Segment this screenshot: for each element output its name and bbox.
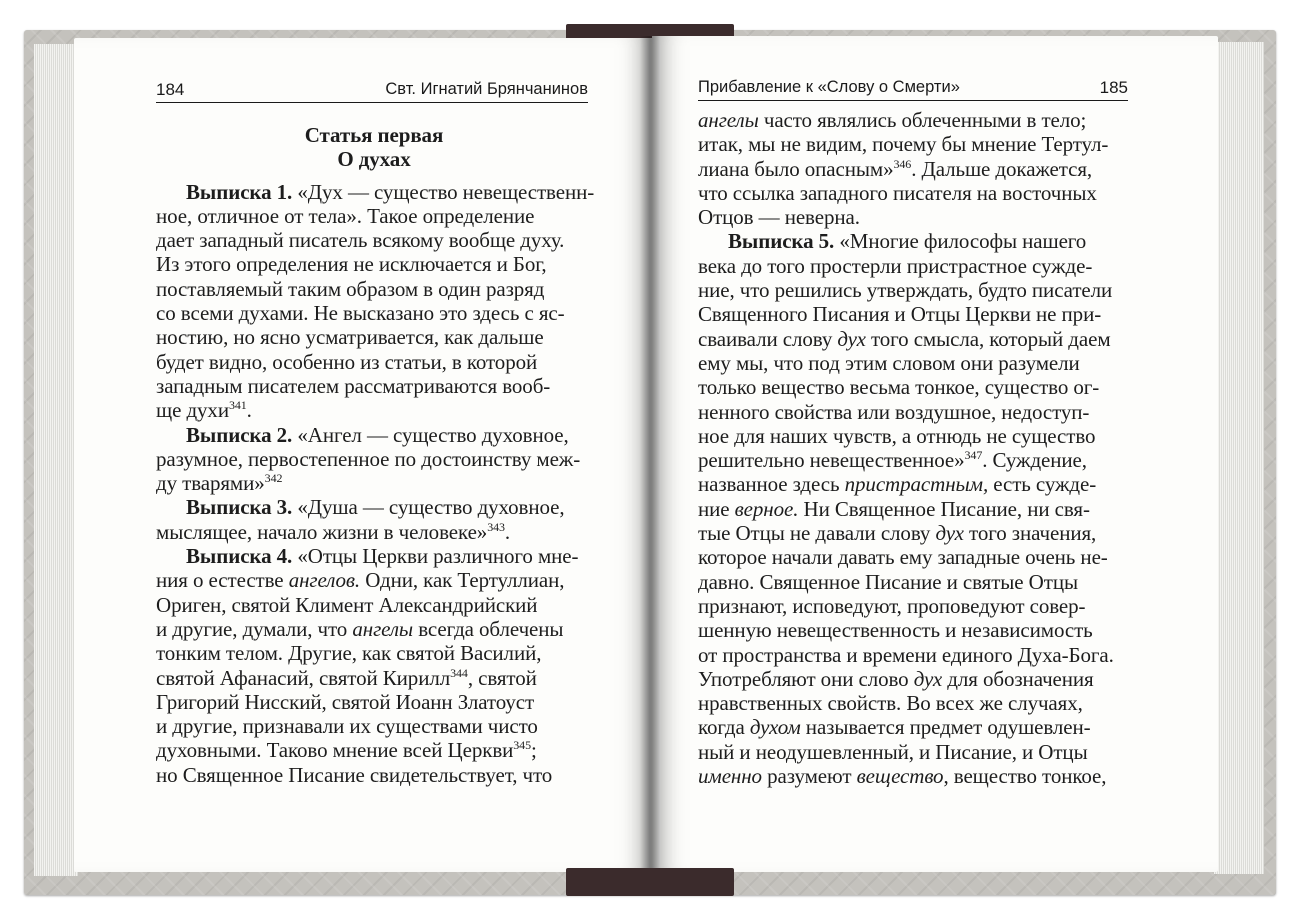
text-run: тые Отцы не давали слову (698, 521, 936, 546)
text-line (698, 497, 1132, 521)
text-run: разумное, первостепенное по достоинству меж- (156, 446, 581, 471)
text-line (156, 544, 592, 568)
text-line (698, 205, 1132, 229)
text-run: есть сужде- (988, 472, 1097, 497)
text-line (698, 643, 1132, 667)
text-line (156, 520, 592, 544)
text-line (698, 448, 1132, 472)
text-run: только вещество весьма тонкое, существо ог- (698, 375, 1100, 400)
text-run: ангелы (698, 108, 759, 132)
text-line (698, 521, 1132, 545)
text-line (698, 618, 1132, 642)
text-run: , святой (467, 665, 537, 690)
text-line (698, 740, 1132, 764)
text-line (698, 667, 1132, 691)
text-run: Священного Писания и Отцы Церкви не при- (698, 302, 1102, 327)
footnote-ref[interactable]: 342 (264, 471, 283, 486)
text-line (156, 204, 592, 228)
text-line (698, 375, 1132, 399)
text-run: Употребляют они слово (698, 666, 914, 691)
text-run: ностию, но ясно усматривается, как дальше (156, 325, 544, 350)
text-run: ангелы (352, 616, 414, 641)
text-line (156, 277, 592, 301)
text-line (156, 447, 592, 471)
text-run: дух (935, 521, 964, 546)
text-line (156, 495, 592, 519)
text-run: западным писателем рассматриваются вооб- (156, 373, 551, 398)
text-run: что ссылка западного писателя на восточных (698, 180, 1097, 205)
text-line (698, 400, 1132, 424)
text-run: дает западный писатель всякому вообще духу. (156, 228, 565, 253)
text-run: тонким телом. Другие, как святой Василий, (156, 641, 542, 666)
footnote-ref[interactable]: 341 (228, 398, 247, 413)
text-run: духовными. Таково мнение всей Церкви (156, 738, 514, 763)
text-line (698, 254, 1132, 278)
text-line (698, 157, 1132, 181)
text-run: святой Афанасий, святой Кирилл (156, 665, 451, 690)
text-run: дух (913, 666, 943, 691)
extract-label: Выписка 2. (186, 422, 293, 447)
text-run: мыслящее, начало жизни в человеке» (156, 519, 488, 544)
text-run: давно. Священное Писание и святые Отцы (698, 569, 1078, 594)
right-page-text (698, 108, 1132, 788)
text-line (698, 594, 1132, 618)
text-run: «Дух — существо невещественн- (292, 179, 595, 204)
text-line (156, 641, 592, 665)
text-line (156, 617, 592, 641)
left-page (74, 38, 652, 872)
text-run: ему мы, что под этим словом они разумели (698, 350, 1080, 375)
page-edges-left (34, 44, 78, 876)
text-run: «Ангел — существо духовное, (292, 422, 569, 447)
text-run: для обозначения (942, 666, 1094, 691)
footnote-ref[interactable]: 343 (487, 519, 505, 534)
text-run: «Отцы Церкви различного мне- (292, 544, 579, 569)
text-run: . (246, 398, 252, 423)
text-run: ние (698, 496, 735, 521)
text-run: разумеют (761, 764, 857, 789)
text-run: названное здесь (698, 472, 845, 497)
text-run: духом (749, 715, 801, 740)
text-run: ное для наших чувств, а отнюдь не существо (698, 423, 1096, 448)
text-run: часто являлись облеченными в тело; (758, 108, 1087, 132)
text-run: того значения, (963, 521, 1097, 546)
page-number: 184 (156, 80, 185, 99)
text-run: ный и неодушевленный, и Писание, и Отцы (698, 739, 1088, 764)
article-heading: Статья первая (304, 123, 444, 147)
text-line (156, 690, 592, 714)
book-gutter (640, 36, 660, 874)
running-head-right (698, 78, 1128, 101)
text-run: ду тварями» (156, 471, 265, 496)
footnote-ref[interactable]: 345 (513, 738, 531, 753)
text-run: именно (698, 764, 762, 789)
text-line (698, 181, 1132, 205)
running-head-title: Свт. Игнатий Брянчанинов (385, 80, 588, 98)
text-line (156, 714, 592, 738)
text-run: вещество (856, 764, 944, 789)
text-line (156, 593, 592, 617)
text-run: называется предмет одушевлен- (800, 715, 1091, 740)
text-line (698, 278, 1132, 302)
running-head-left (156, 80, 588, 103)
extract-label: Выписка 1. (186, 179, 293, 204)
text-run: поставляемый таким образом в один разряд (156, 276, 545, 301)
extract-label: Выписка 3. (186, 495, 293, 520)
text-run: которое начали давать ему западные очень не- (698, 545, 1108, 570)
footnote-ref[interactable]: 346 (893, 156, 912, 171)
text-run: . Дальше докажется, (911, 156, 1093, 181)
text-line (156, 179, 595, 204)
text-run: «Душа — существо духовное, (292, 495, 565, 520)
text-run: «Многие философы нашего (834, 229, 1087, 254)
text-line (156, 763, 592, 787)
spine-ribbon-bottom (566, 868, 734, 896)
text-line (156, 325, 592, 349)
text-run: ; (530, 738, 537, 763)
running-head-title: Прибавление к «Слову о Смерти» (698, 78, 960, 96)
text-run: итак, мы не видим, почему бы мнение Тертул- (698, 132, 1109, 157)
text-run: ное, отличное от тела». Такое определение (156, 203, 535, 228)
text-line (698, 351, 1132, 375)
text-run: верное. (734, 496, 799, 521)
text-run: будет видно, особенно из статьи, в которой (156, 349, 538, 374)
text-run: шенную невещественность и независимость (698, 618, 1093, 643)
page-edges-right (1214, 42, 1264, 874)
text-run: признают, исповедуют, проповедуют совер- (698, 593, 1086, 618)
text-run: ние, что решились утверждать, будто писатели (698, 278, 1113, 303)
text-run: ангелов. (288, 568, 361, 593)
text-line (698, 472, 1132, 496)
text-run: но Священное Писание свидетельствует, что (156, 762, 553, 787)
text-line (698, 108, 1132, 132)
text-line (698, 132, 1132, 156)
text-line (698, 229, 1132, 253)
text-run: когда (698, 715, 750, 740)
text-run: ненного свойства или воздушное, недоступ- (698, 399, 1090, 424)
text-run: дух (837, 326, 866, 351)
footnote-ref[interactable]: 347 (964, 448, 983, 463)
text-line (698, 545, 1132, 569)
text-run: ще духи (156, 398, 229, 423)
text-line (156, 252, 592, 276)
page-number: 185 (1099, 78, 1128, 97)
text-run: пристрастным, (844, 472, 989, 497)
text-run: от пространства и времени единого Духа-Бога. (698, 642, 1114, 667)
text-run: Ни Священное Писание, ни свя- (798, 496, 1090, 521)
text-line (698, 570, 1132, 594)
text-line (698, 715, 1132, 739)
footnote-ref[interactable]: 344 (450, 665, 468, 680)
text-line (156, 301, 592, 325)
text-run: века до того простерли пристрастное сужде- (698, 253, 1093, 278)
text-run: Ориген, святой Климент Александрийский (156, 592, 538, 617)
extract-label: Выписка 5. (728, 229, 835, 254)
text-run: . Суждение, (982, 448, 1087, 473)
text-run: Одни, как Тертуллиан, (360, 568, 565, 593)
text-run: и другие, думали, что (156, 616, 353, 641)
text-line (156, 350, 592, 374)
text-run: , вещество тонкое, (943, 764, 1107, 789)
text-line (156, 374, 592, 398)
text-run: и другие, признавали их существами чисто (156, 714, 538, 739)
text-line (698, 764, 1132, 788)
text-run: ния о естестве (156, 568, 289, 593)
text-run: со всеми духами. Не высказано это здесь с яс- (156, 301, 565, 326)
left-page-text (156, 123, 595, 787)
text-run: Григорий Нисский, святой Иоанн Златоуст (156, 689, 535, 714)
right-page (652, 36, 1218, 872)
text-line (156, 471, 592, 495)
text-line (156, 738, 592, 762)
article-subheading: О духах (337, 147, 411, 172)
text-run: . (504, 519, 511, 544)
text-line (698, 327, 1132, 351)
text-run: лиана было опасным» (698, 156, 894, 181)
text-line (156, 398, 592, 422)
text-run: решительно невещественное» (698, 448, 965, 473)
text-line (698, 691, 1132, 715)
text-line (156, 423, 592, 447)
extract-label: Выписка 4. (186, 544, 293, 569)
text-line (156, 666, 592, 690)
text-run: всегда облечены (413, 616, 564, 641)
text-line (698, 302, 1132, 326)
text-run: того смысла, который даем (865, 326, 1111, 351)
text-line (156, 568, 592, 592)
text-run: сваивали слову (698, 326, 838, 351)
text-line (698, 424, 1132, 448)
text-run: Из этого определения не исключается и Бог, (156, 252, 547, 277)
text-run: Отцов — неверна. (698, 205, 860, 230)
text-line (156, 228, 592, 252)
text-run: нравственных свойств. Во всех же случаях, (698, 691, 1083, 716)
